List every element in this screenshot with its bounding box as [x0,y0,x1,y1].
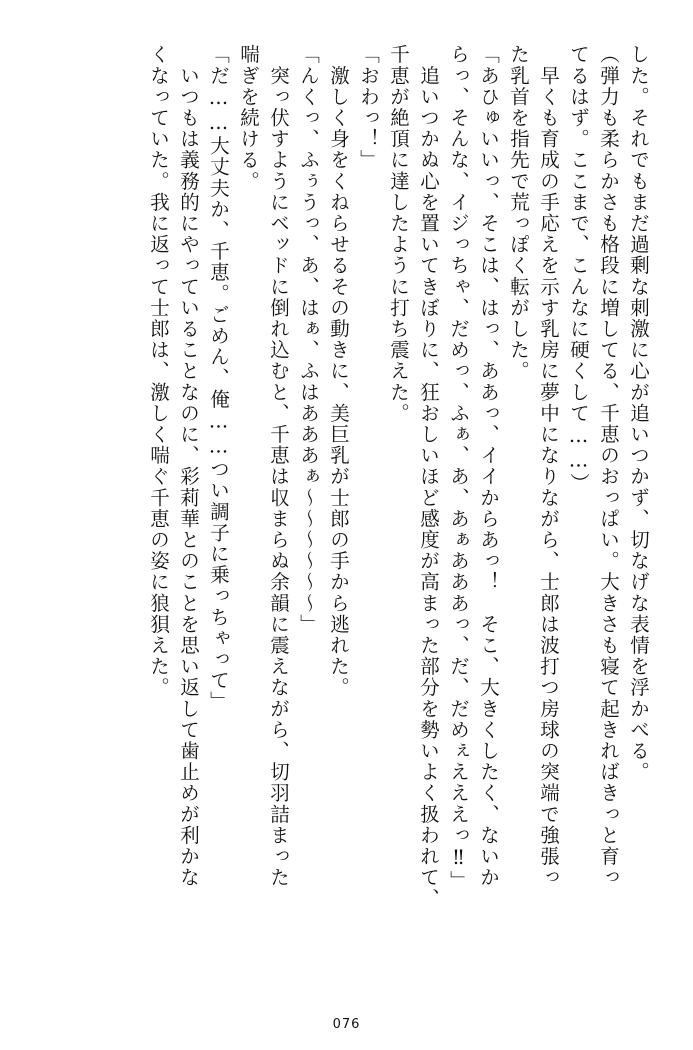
page-text-body [40,44,653,974]
text-line: 追いつかぬ心を置いてきぼりに、狂おしいほど感度が高まった部分を勢いよく扱われて、 [417,44,440,910]
text-line: 激しく身をくねらせるその動きに、美巨乳が士郎の手から逃れた。 [327,44,350,699]
text-line: 千恵が絶頂に達したように打ち震えた。 [387,44,410,424]
text-line: てるはず。ここまで、こんなに硬くして……） [567,44,590,495]
text-line: いつもは義務的にやっていることなのに、彩莉華とのことを思い返して歯止めが利かな [177,44,200,888]
text-line: くなっていた。我に返って士郎は、激しく喘ぐ千恵の姿に狼狽えた。 [147,44,170,699]
text-line: 突っ伏すようにベッドに倒れ込むと、千恵は収まらぬ余韻に震えながら、切羽詰まった [267,44,290,888]
text-line: 「おわっ！」 [357,44,380,171]
text-line: 「だ……大丈夫か、千恵。ごめん、俺……つい調子に乗っちゃって」 [207,44,230,713]
page-number: 076 [332,1017,361,1032]
text-line: 早くも育成の手応えを示す乳房に夢中になりながら、士郎は波打つ房球の突端で強張っ [537,44,560,888]
text-line: 「んくっ、ふぅうっ、あ、はぁ、ふはあああぁ～～～～～～」 [297,44,320,635]
text-line: 喘ぎを続ける。 [237,44,260,192]
text-line: した。それでもまだ過剰な刺激に心が追いつかず、切なげな表情を浮かべる。 [627,44,650,783]
text-line: らっ、そんな、イジっちゃ、だめっ、ふぁ、あ、あぁあああっ、だ、だめぇえええっ‼」 [447,44,470,892]
text-line: 「あひゅいいっ、そこは、はっ、ああっ、イイからあっ！ そこ、大きくしたく、ないか [477,44,500,888]
text-line: た乳首を指先で荒っぽく転がした。 [507,44,530,382]
text-line: （弾力も柔らかさも格段に増してる、千恵のおっぱい。大きさも寝て起きればきっと育っ [597,44,620,888]
